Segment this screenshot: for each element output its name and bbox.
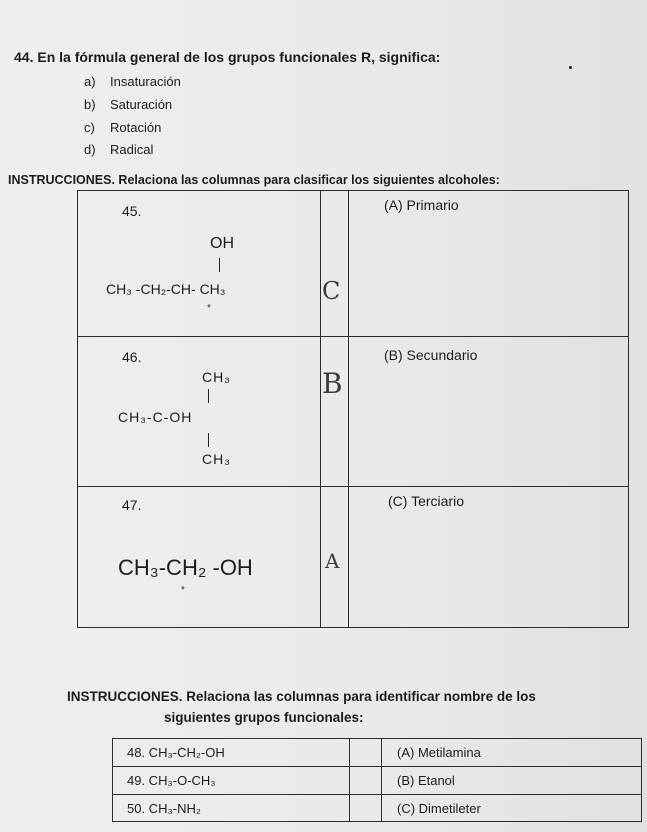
table-row-45 — [78, 191, 628, 337]
f47-chain: CH₃-CH₂ -OH — [118, 555, 253, 580]
row-number: 46. — [122, 349, 142, 365]
f46-bottom: CH₃ — [202, 451, 231, 467]
question-44: 44. En la fórmula general de los grupos funcionales R, significa: — [14, 49, 441, 65]
table-row-49 — [113, 767, 641, 795]
answer-47-handwritten[interactable]: A — [325, 549, 340, 573]
formula-48: 48. CH₃-CH₂-OH — [127, 745, 225, 760]
bond-line — [219, 258, 220, 272]
table-row-46 — [78, 337, 628, 487]
option-etanol: (B) Etanol — [397, 773, 455, 788]
option-d[interactable]: d) Radical — [84, 142, 154, 157]
table-row-48 — [113, 739, 641, 767]
row-number: 45. — [122, 203, 142, 219]
option-dimetileter: (C) Dimetileter — [397, 801, 481, 816]
option-b[interactable]: b) Saturación — [84, 97, 173, 112]
answer-46-handwritten[interactable]: B — [322, 367, 343, 400]
row-number: 47. — [122, 497, 142, 513]
f45-chain: CH₃ -CH₂-CH- CH₃ — [106, 281, 226, 297]
f45-oh: OH — [210, 235, 234, 252]
option-secundario: (B) Secundario — [384, 347, 478, 363]
option-primario: (A) Primario — [384, 197, 459, 213]
alcohol-classification-table — [77, 190, 629, 628]
option-terciario: (C) Terciario — [388, 493, 464, 509]
section1-instruction: INSTRUCCIONES. Relaciona las columnas para clasificar los siguientes alcoholes: — [8, 173, 500, 187]
option-metilamina: (A) Metilamina — [397, 745, 481, 760]
star-mark: * — [207, 303, 211, 314]
star-mark: * — [181, 585, 185, 596]
formula-49: 49. CH₃-O-CH₃ — [127, 773, 216, 788]
functional-group-table — [112, 738, 642, 822]
table-row-50 — [113, 795, 641, 823]
section2-instruction-line2: siguientes grupos funcionales: — [164, 710, 364, 725]
bond-line — [208, 433, 209, 447]
bond-line — [208, 389, 209, 403]
formula-50: 50. CH₃-NH₂ — [127, 801, 201, 816]
f46-top: CH₃ — [202, 369, 231, 385]
ink-dot — [569, 66, 572, 69]
option-a[interactable]: a) Insaturación — [84, 74, 181, 89]
option-c[interactable]: c) Rotación — [84, 120, 162, 135]
answer-45-handwritten[interactable]: C — [322, 277, 341, 305]
table-row-47 — [78, 487, 628, 629]
section2-instruction: INSTRUCCIONES. Relaciona las columnas para identificar nombre de los — [67, 689, 536, 704]
f46-mid: CH₃-C-OH — [118, 409, 193, 425]
